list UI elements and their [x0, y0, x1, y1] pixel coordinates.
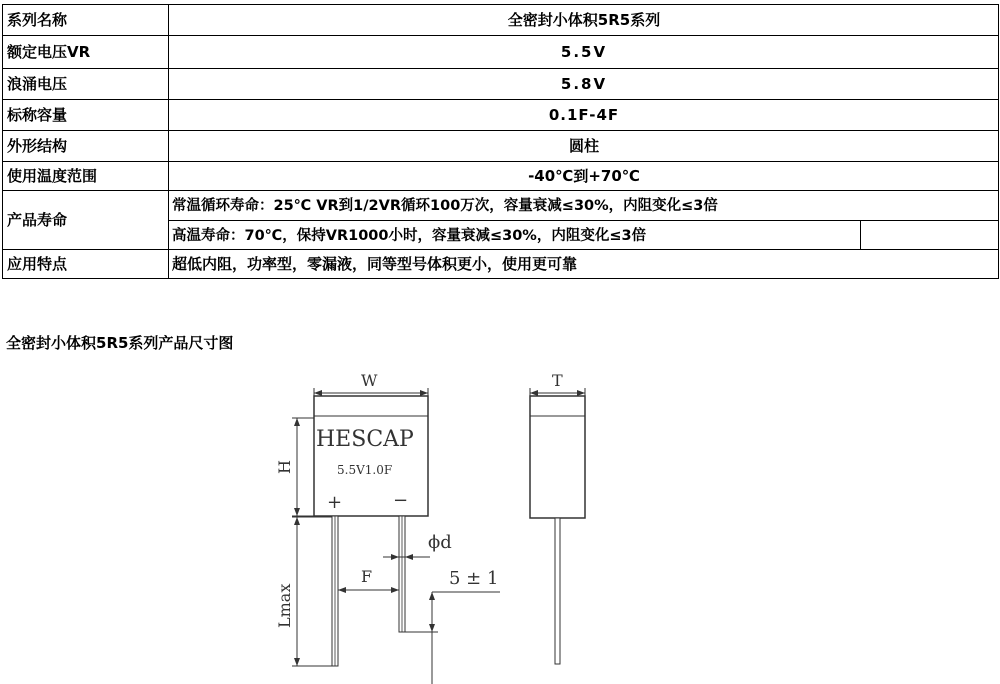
value-temperature-range: -40℃到+70℃ [528, 167, 640, 185]
w-arrow-right [420, 390, 428, 396]
lmax-arrow-top [294, 517, 300, 525]
f-arrow-left [338, 587, 346, 593]
label-rated-voltage: 额定电压VR [7, 43, 91, 61]
t-label: T [552, 371, 563, 390]
value-capacitance: 0.1F-4F [548, 106, 620, 124]
value-cycle-life: 常温循环寿命：25℃ VR到1/2VR循环100万次，容量衰减≤30%，内阻变化≤3倍 [172, 198, 718, 214]
value-high-temp-life: 高温寿命：70℃，保持VR1000小时，容量衰减≤30%，内阻变化≤3倍 [172, 228, 647, 244]
value-rated-voltage: 5.5V [560, 43, 608, 61]
value-shape: 圆柱 [568, 137, 599, 155]
label-surge-voltage: 浪涌电压 [7, 75, 68, 93]
brand-text: HESCAP [316, 427, 414, 452]
dimension-section-title: 全密封小体积5R5系列产品尺寸图 [6, 334, 234, 352]
w-arrow-left [314, 390, 322, 396]
plus-sign: + [327, 492, 343, 513]
h-label: H [275, 460, 294, 474]
lmax-label: Lmax [275, 583, 294, 628]
minus-sign: − [393, 490, 409, 511]
f-arrow-right [391, 587, 399, 593]
side-lead [555, 518, 560, 664]
phid-arrow-right [405, 554, 413, 560]
w-label: W [361, 371, 378, 390]
lead-len-label: 5 ± 1 [449, 568, 499, 589]
value-surge-voltage: 5.8V [560, 75, 608, 93]
label-series-name: 系列名称 [7, 11, 68, 29]
h-arrow-top [294, 418, 300, 426]
value-application: 超低内阻，功率型，零漏液，同等型号体积更小，使用更可靠 [172, 255, 578, 273]
capacitor-side-body [530, 396, 585, 518]
label-product-life: 产品寿命 [7, 211, 68, 229]
f-label: F [361, 567, 373, 586]
t-arrow-right [577, 390, 585, 396]
label-shape: 外形结构 [7, 137, 68, 155]
lead-len-arrow-top [429, 592, 435, 600]
h-arrow-bottom [294, 508, 300, 516]
t-arrow-left [530, 390, 538, 396]
label-application: 应用特点 [7, 255, 68, 273]
value-series-name: 全密封小体积5R5系列 [507, 11, 661, 29]
lmax-arrow-bottom [294, 658, 300, 666]
label-capacitance: 标称容量 [7, 106, 68, 124]
label-temperature-range: 使用温度范围 [7, 167, 98, 185]
lead-len-arrow-bottom [429, 624, 435, 632]
phid-label: ϕd [428, 532, 452, 553]
phid-arrow-left [391, 554, 399, 560]
rating-text: 5.5V1.0F [337, 463, 393, 477]
